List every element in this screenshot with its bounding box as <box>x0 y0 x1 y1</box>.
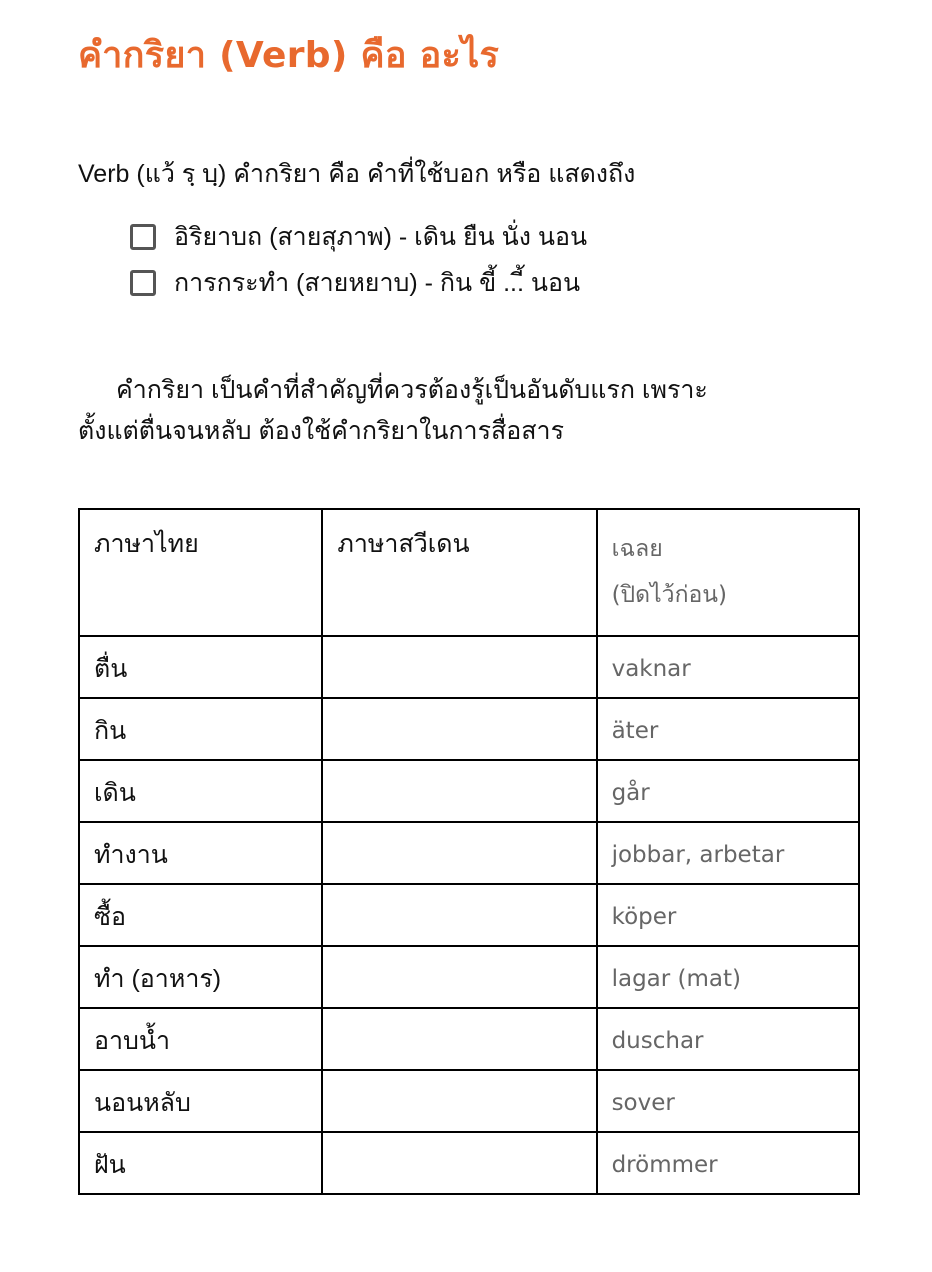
table-header-row <box>79 509 859 636</box>
list-item-posture <box>130 214 587 260</box>
cell-answer: lagar (mat) <box>597 946 859 1008</box>
cell-thai: ตื่น <box>79 636 322 698</box>
cell-swedish-input[interactable] <box>322 1008 596 1070</box>
paragraph-line-1: คำกริยา เป็นคำที่สำคัญที่ควรต้องรู้เป็นอันดับแรก เพราะ <box>116 376 708 404</box>
header-answer-note: (ปิดไว้ก่อน) <box>611 582 728 608</box>
table-row <box>79 884 859 946</box>
cell-answer: köper <box>597 884 859 946</box>
cell-thai: ทำ (อาหาร) <box>79 946 322 1008</box>
vocabulary-table <box>78 508 860 1195</box>
cell-swedish-input[interactable] <box>322 822 596 884</box>
header-answer <box>597 509 859 636</box>
cell-thai: อาบน้ำ <box>79 1008 322 1070</box>
cell-swedish-input[interactable] <box>322 884 596 946</box>
cell-thai: กิน <box>79 698 322 760</box>
table-row <box>79 822 859 884</box>
header-answer-title: เฉลย <box>611 536 663 562</box>
cell-thai: นอนหลับ <box>79 1070 322 1132</box>
header-thai: ภาษาไทย <box>79 509 322 636</box>
verb-type-list <box>130 214 587 306</box>
cell-answer: jobbar, arbetar <box>597 822 859 884</box>
table-row <box>79 1070 859 1132</box>
cell-thai: เดิน <box>79 760 322 822</box>
cell-swedish-input[interactable] <box>322 636 596 698</box>
cell-answer: vaknar <box>597 636 859 698</box>
header-swedish: ภาษาสวีเดน <box>322 509 596 636</box>
cell-swedish-input[interactable] <box>322 760 596 822</box>
page-title: คำกริยา (Verb) คือ อะไร <box>78 35 500 76</box>
cell-swedish-input[interactable] <box>322 946 596 1008</box>
list-item-action <box>130 260 587 306</box>
cell-swedish-input[interactable] <box>322 1070 596 1132</box>
list-item-label: การกระทำ (สายหยาบ) - กิน ขี้ ...ี้ นอน <box>174 269 581 297</box>
list-item-label: อิริยาบถ (สายสุภาพ) - เดิน ยืน นั่ง นอน <box>174 223 588 251</box>
cell-answer: duschar <box>597 1008 859 1070</box>
table-row <box>79 1008 859 1070</box>
intro-text: Verb (แว้ รฺ บฺ) คำกริยา คือ คำที่ใช้บอก หรือ แสดงถึง <box>78 160 636 188</box>
cell-swedish-input[interactable] <box>322 1132 596 1194</box>
table-row <box>79 1132 859 1194</box>
checkbox-action[interactable] <box>130 270 156 296</box>
table-row <box>79 698 859 760</box>
paragraph-line-2: ตั้งแต่ตื่นจนหลับ ต้องใช้คำกริยาในการสื่อสาร <box>78 417 565 445</box>
cell-answer: äter <box>597 698 859 760</box>
cell-thai: ทำงาน <box>79 822 322 884</box>
table-row <box>79 760 859 822</box>
cell-swedish-input[interactable] <box>322 698 596 760</box>
cell-thai: ซื้อ <box>79 884 322 946</box>
cell-answer: sover <box>597 1070 859 1132</box>
checkbox-posture[interactable] <box>130 224 156 250</box>
table-row <box>79 946 859 1008</box>
table-row <box>79 636 859 698</box>
cell-thai: ฝัน <box>79 1132 322 1194</box>
cell-answer: drömmer <box>597 1132 859 1194</box>
explanation-paragraph <box>78 370 818 452</box>
cell-answer: går <box>597 760 859 822</box>
